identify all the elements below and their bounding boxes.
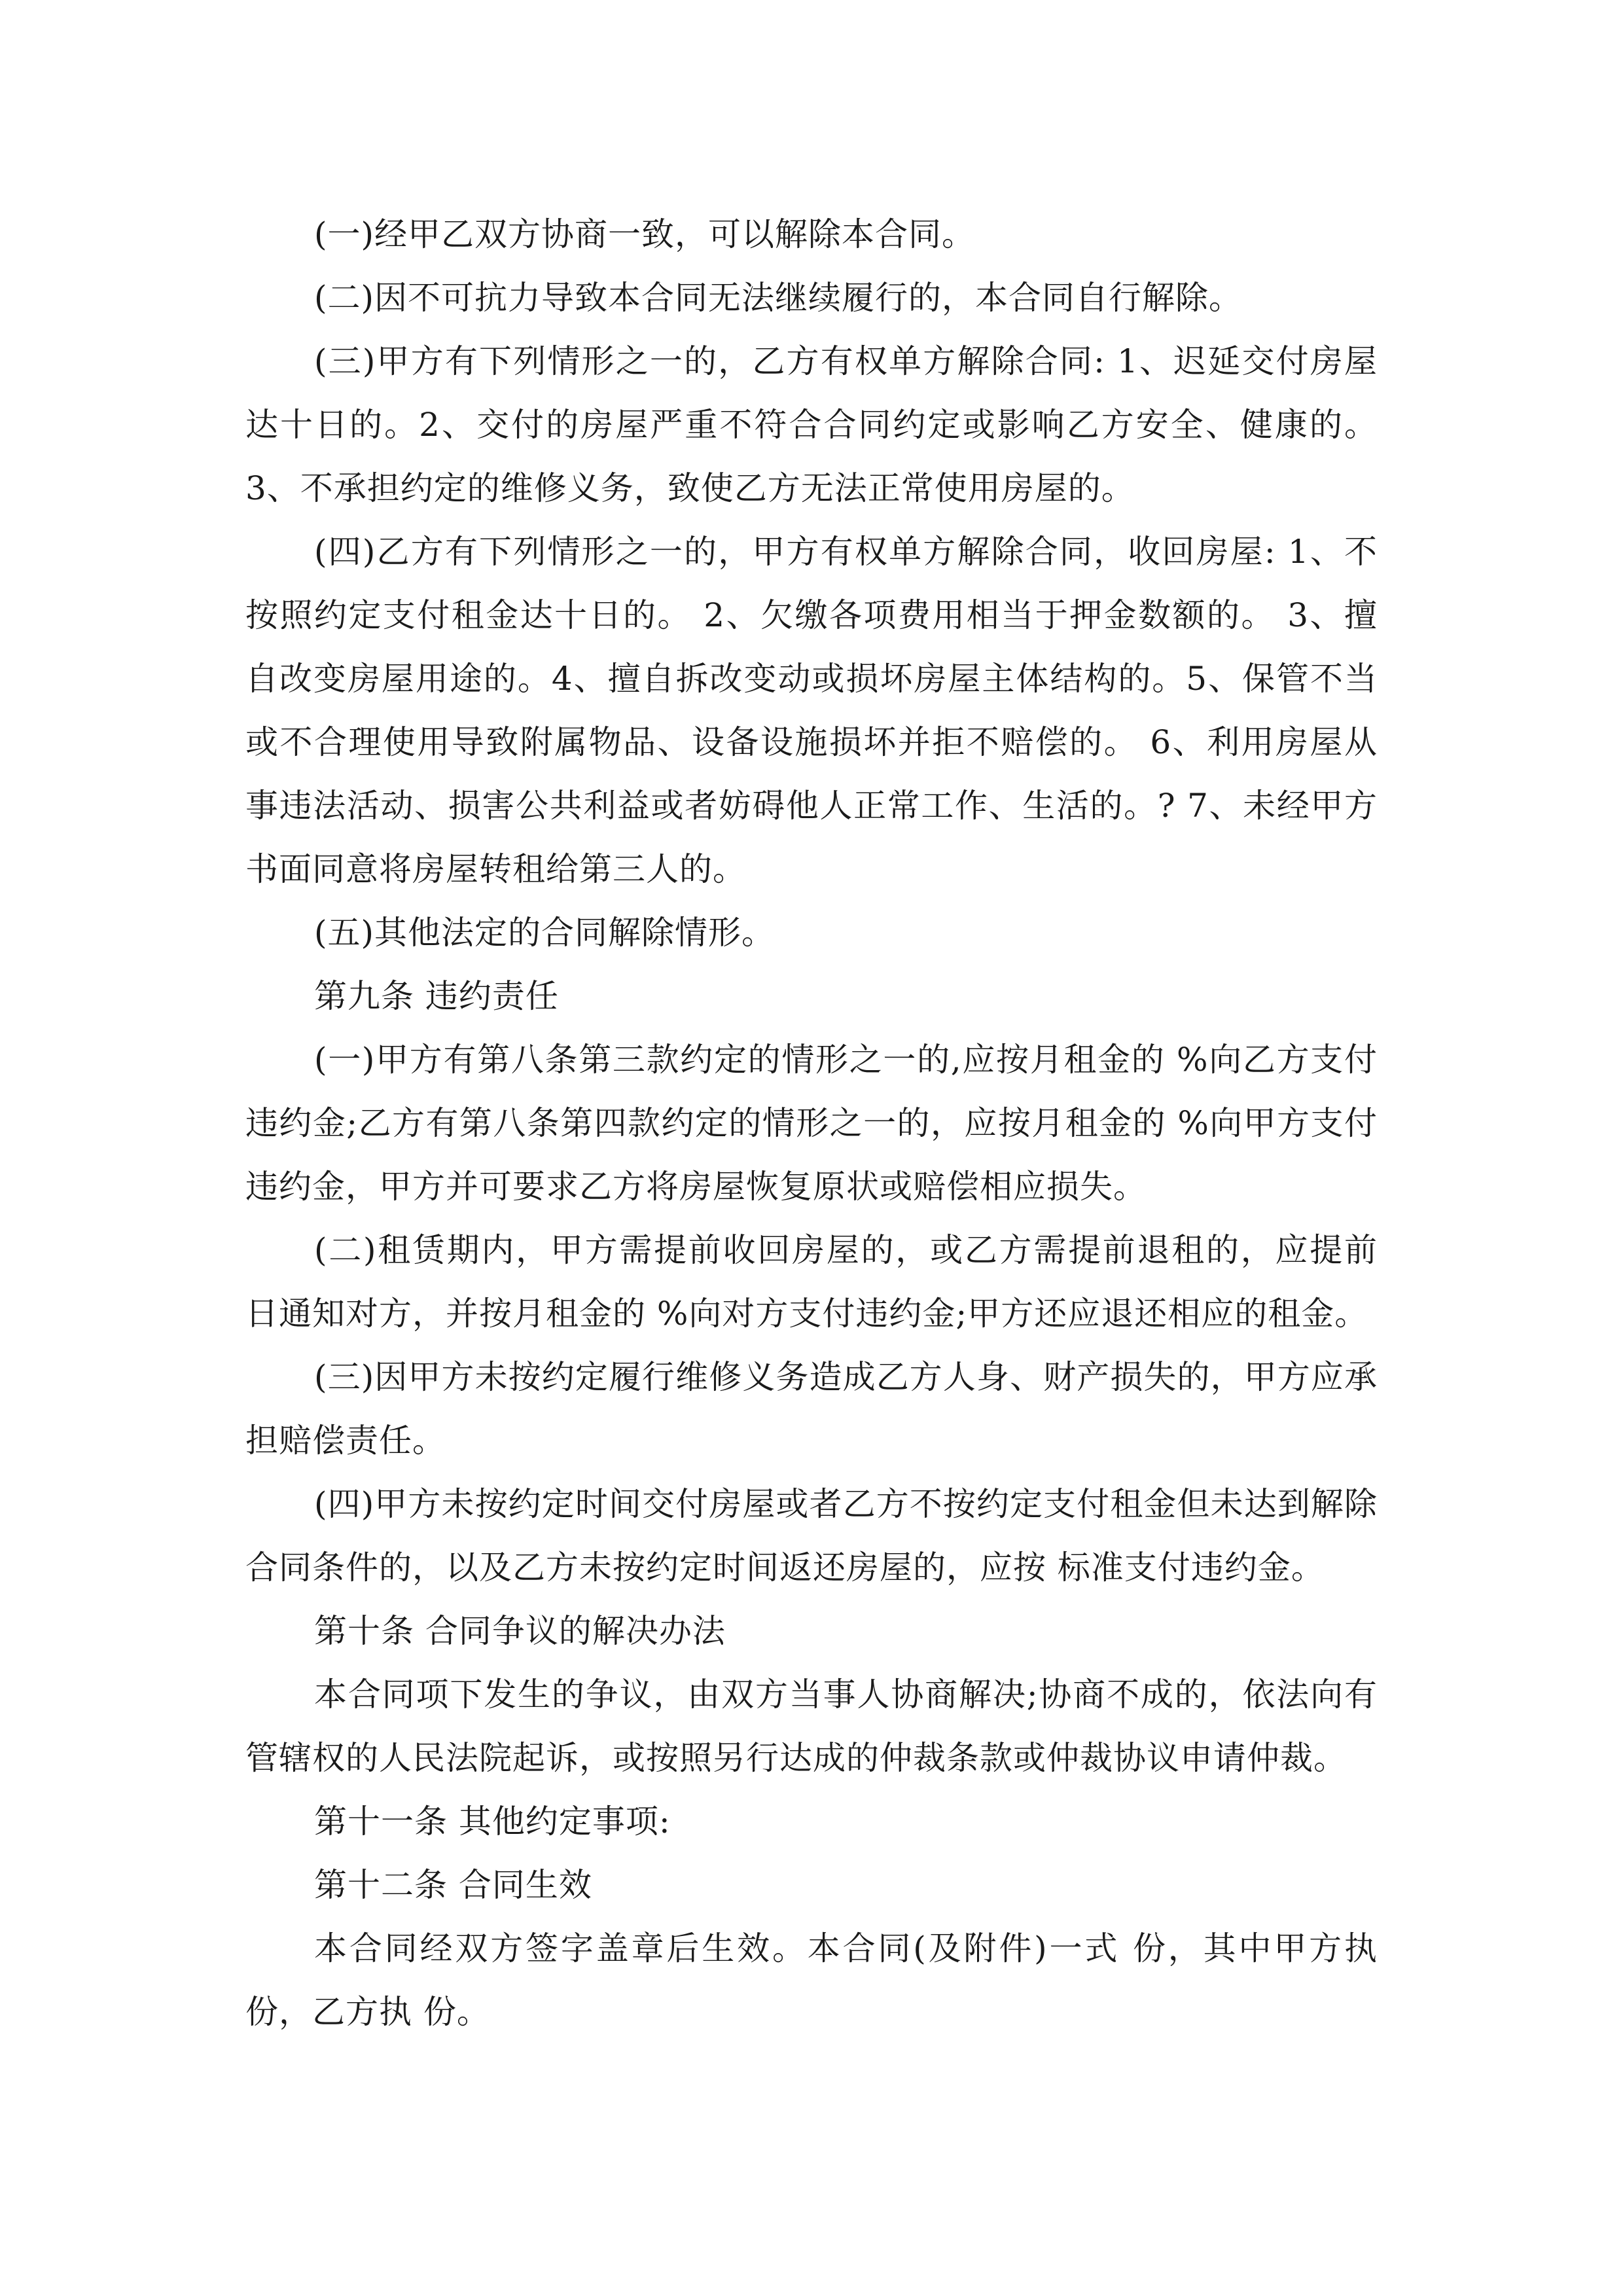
paragraph-termination-by-party-a: (四)乙方有下列情形之一的，甲方有权单方解除合同，收回房屋: 1、不按照约定支付租金达十日的。 2、欠缴各项费用相当于押金数额的。 3、擅自改变房屋用途的。4、擅自拆改变动或损坏房屋主体结构的。5、保管不当或不合理使用导致附属物品、设备设施损坏并拒不赔偿的。 6、利用房屋从事违法活动、损害公共利益或者妨碍他人正常工作、生活的。? 7、未经甲方书面同意将房屋转租给第三人的。 xyxy=(245,533,1378,888)
paragraph-dispute-resolution: 本合同项下发生的争议，由双方当事人协商解决;协商不成的，依法向有管辖权的人民法院起诉，或按照另行达成的仲裁条款或仲裁协议申请仲裁。 xyxy=(245,1676,1378,1777)
article-9-heading: 第九条 违约责任 xyxy=(314,977,559,1015)
paragraph-termination-force-majeure: (二)因不可抗力导致本合同无法继续履行的，本合同自行解除。 xyxy=(314,279,1243,317)
document-body xyxy=(245,203,1378,2044)
paragraph-breach-penalty-2: (二)租赁期内，甲方需提前收回房屋的，或乙方需提前退租的，应提前 日通知对方，并按月租金的 %向对方支付违约金;甲方还应退还相应的租金。 xyxy=(245,1231,1378,1333)
paragraph-termination-mutual: (一)经甲乙双方协商一致，可以解除本合同。 xyxy=(314,215,976,253)
article-12-heading: 第十二条 合同生效 xyxy=(314,1866,592,1904)
paragraph-termination-by-party-b: (三)甲方有下列情形之一的，乙方有权单方解除合同: 1、迟延交付房屋达十日的。2、交付的房屋严重不符合合同约定或影响乙方安全、健康的。 3、不承担约定的维修义务，致使乙方无法正常使用房屋的。 xyxy=(245,342,1378,507)
paragraph-contract-effect: 本合同经双方签字盖章后生效。本合同(及附件)一式 份，其中甲方执 份，乙方执 份。 xyxy=(245,1929,1378,2031)
paragraph-breach-penalty-1: (一)甲方有第八条第三款约定的情形之一的,应按月租金的 %向乙方支付违约金;乙方有第八条第四款约定的情形之一的，应按月租金的 %向甲方支付违约金，甲方并可要求乙方将房屋恢复原状或赔偿相应损失。 xyxy=(245,1041,1378,1206)
paragraph-breach-penalty-4: (四)甲方未按约定时间交付房屋或者乙方不按约定支付租金但未达到解除合同条件的，以及乙方未按约定时间返还房屋的，应按 标准支付违约金。 xyxy=(245,1485,1378,1587)
article-10-heading: 第十条 合同争议的解决办法 xyxy=(314,1612,726,1650)
article-11-heading: 第十一条 其他约定事项: xyxy=(314,1803,671,1840)
paragraph-termination-other: (五)其他法定的合同解除情形。 xyxy=(314,914,776,952)
paragraph-breach-penalty-3: (三)因甲方未按约定履行维修义务造成乙方人身、财产损失的，甲方应承担赔偿责任。 xyxy=(245,1358,1378,1460)
